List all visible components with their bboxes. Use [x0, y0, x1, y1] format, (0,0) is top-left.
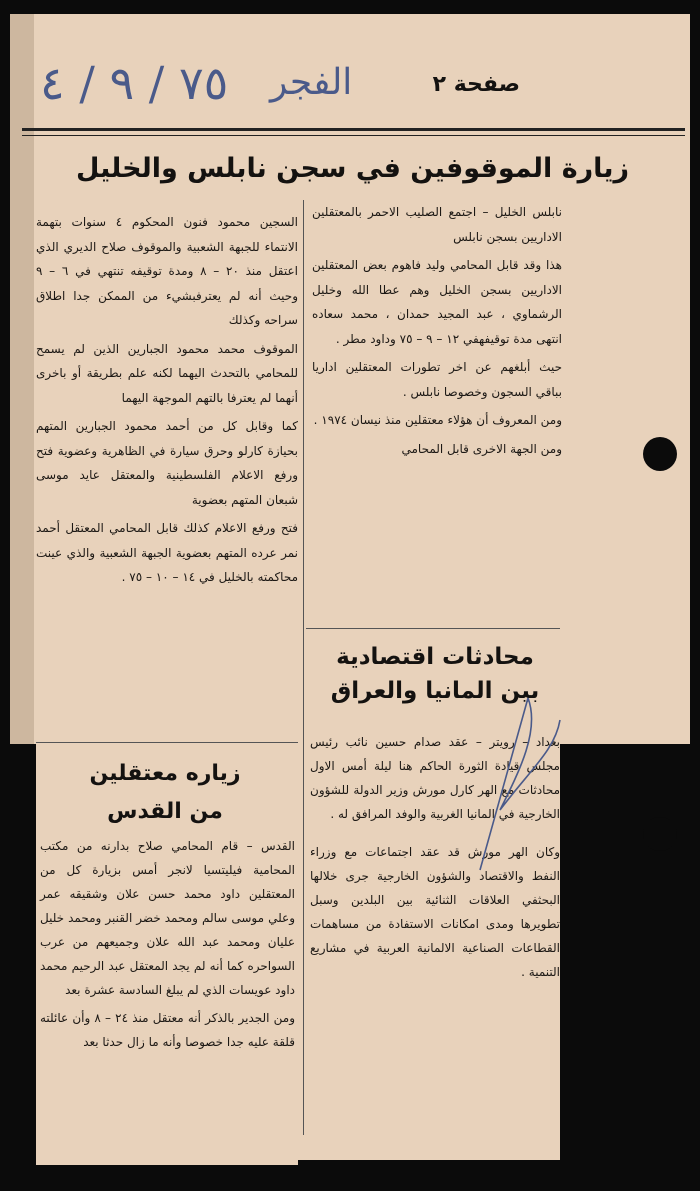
iraq-article-title: محادثات اقتصادية بين المانيا والعراق — [330, 644, 540, 704]
quds-article-body — [40, 834, 295, 1058]
header-rule-thin — [22, 135, 685, 136]
header-rule — [22, 128, 685, 131]
paragraph: القدس – قام المحامي صلاح بدارنه من مكتب المحامية فيليتسيا لانجر أمس بزيارة كل من المعتقلين داود محمد حسن علان وشقيقه عمر وعلي موسى سالم ومحمد خضر القنبر ومحمد خليل عليان ومحمد عبد الله علان وجميعهم من عرب السواحره كما أنه لم يجد المعتقل عبد الرحيم محمد داود عويسات الذي لم يبلغ السادسة عشرة بعد — [40, 839, 295, 997]
paragraph: هذا وقد قابل المحامي وليد فاهوم بعض المعتقلين الاداريين بسجن الخليل وهم عطا الله وخليل الرشماوي ، عبد المجيد حمدان ، محمد سعاده انتهى مدة توقيفهفي ١٢ – ٩ – ٧٥ وداود مطر . — [312, 258, 562, 346]
paragraph: ومن الجهة الاخرى قابل المحامي — [401, 441, 562, 456]
main-right-column — [312, 200, 562, 465]
main-left-column — [36, 210, 298, 594]
page-number-label: صفحة ٢ — [432, 72, 520, 97]
paragraph: ومن المعروف أن هؤلاء معتقلين منذ نيسان ١٩٧٤ . — [313, 413, 562, 427]
paragraph: وكان الهر مورش قد عقد اجتماعات مع وزراء النفط والاقتصاد والشؤون الخارجية جرى خلالها البحثفي العلاقات الثنائية بين البلدين وسبل تطويرها ومدى امكانات الاستفادة من مساهمات القطاعات الصناعية الالمانية العربية في مشاريع التنمية . — [310, 845, 560, 979]
paragraph: بغداد – رويتر – عقد صدام حسين نائب رئيس مجلس قيادة الثورة الحاكم هنا ليلة أمس الاول محادثات مع الهر كارل مورش وزير الدولة للشؤون الخارجية في المانيا الغربية والوفد المرافق له . — [310, 735, 560, 821]
paragraph: نابلس الخليل – اجتمع الصليب الاحمر بالمعتقلين الاداريين بسجن نابلس — [312, 205, 562, 244]
section-divider-left — [36, 742, 298, 743]
paragraph: الموقوف محمد محمود الجبارين الذين لم يسمح للمحامي بالتحدث اليهما لكنه علم بطريقة أو باخرى أنهما لم يعترفا بالتهم الموجهة اليهما — [36, 341, 298, 405]
punch-hole — [643, 817, 677, 851]
punch-hole — [643, 437, 677, 471]
paragraph: فتح ورفع الاعلام كذلك قابل المحامي المعتقل أحمد نمر عرده المتهم بعضوية الجبهة الشعبية والذي عينت محاكمته بالخليل في ١٤ – ١٠ – ٧٥ . — [36, 521, 298, 584]
paragraph: السجين محمود فنون المحكوم ٤ سنوات بتهمة الانتماء للجبهة الشعبية والموقوف صلاح الديري الذي اعتقل منذ ٢٠ – ٨ ومدة توقيفه تنتهي في ٦ – ٩ وحيث أنه لم يعترفبشيء من الممكن جدا اطلاق سراحه وكذلك — [36, 215, 298, 327]
paragraph: حيث أبلغهم عن اخر تطورات المعتقلين اداريا بباقي السجون وخصوصا نابلس . — [312, 360, 562, 399]
paragraph: كما وقابل كل من أحمد محمود الجبارين المتهم بحيازة كارلو وحرق سيارة في الظاهرية وعضوية فتح ورفع الاعلام الفلسطينية والمعتقل عايد موسى شبعان المتهم بعضوية — [36, 419, 298, 507]
paragraph: ومن الجدير بالذكر أنه معتقل منذ ٢٤ – ٨ وأن عائلته قلقة عليه جدا خصوصا وأنه ما زال حدثا بعد — [40, 1011, 295, 1049]
pen-scribble — [470, 690, 570, 880]
paper-edge-strip — [10, 14, 34, 744]
column-divider — [303, 200, 304, 1135]
main-article-title: زيارة الموقوفين في سجن نابلس والخليل — [75, 153, 629, 184]
section-divider-right — [306, 628, 560, 629]
quds-article-title: زياره معتقلين من القدس — [89, 761, 241, 824]
handwritten-date: ٧٥ / ٩ / ٤ — [40, 56, 229, 110]
handwritten-source: الفجر — [270, 62, 353, 103]
